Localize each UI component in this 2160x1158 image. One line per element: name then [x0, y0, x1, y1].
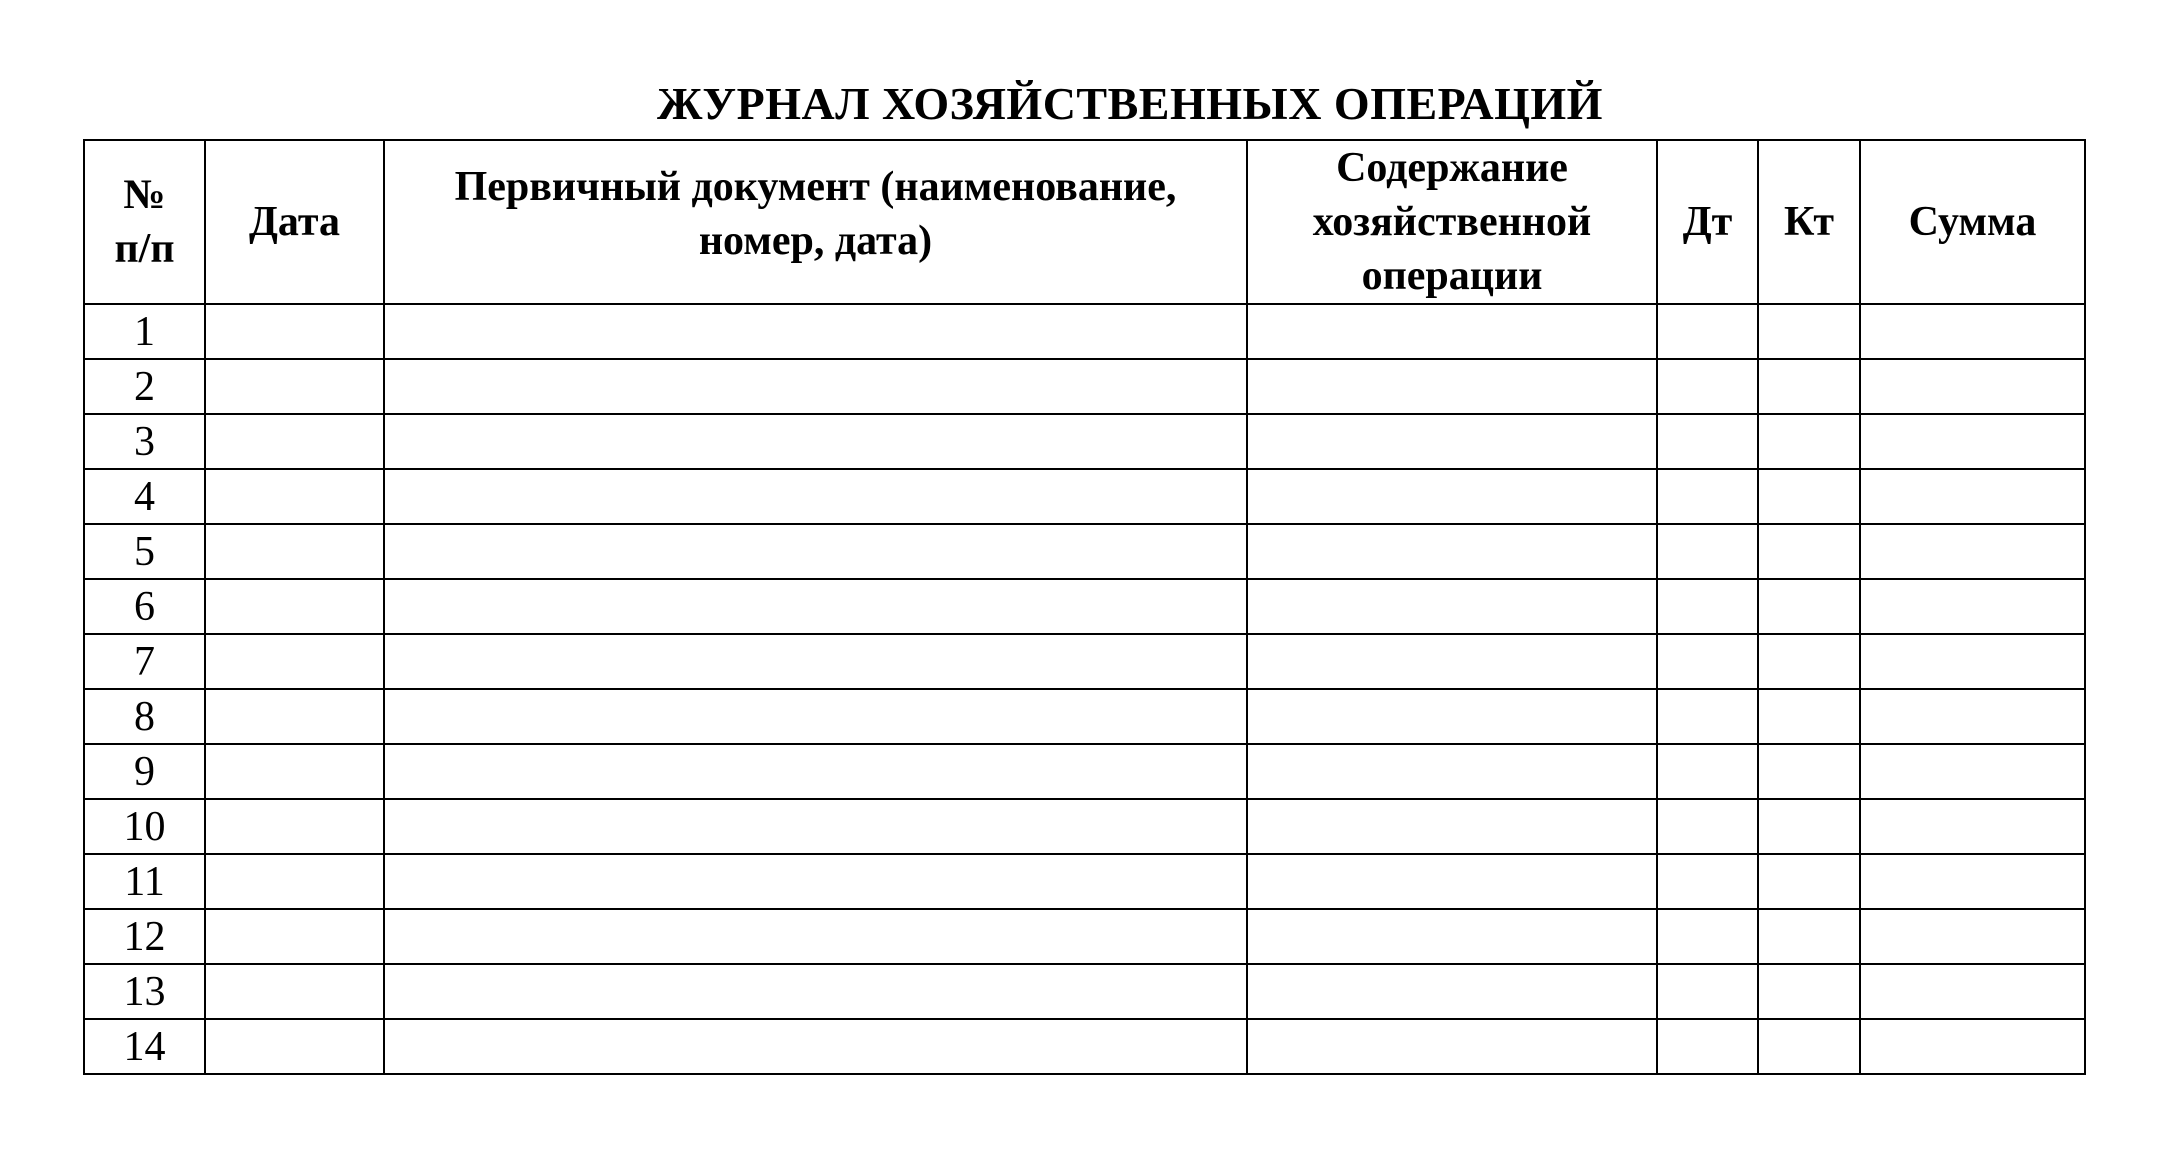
col-header-date: [205, 140, 384, 304]
cell-sum: [1860, 964, 2085, 1019]
col-header-document-line2: номер, дата): [698, 218, 933, 264]
cell-credit: [1758, 469, 1860, 524]
cell-content: [1247, 634, 1657, 689]
col-header-content: [1247, 140, 1657, 304]
table-row: [84, 689, 2085, 744]
cell-content: [1247, 469, 1657, 524]
table-row: [84, 909, 2085, 964]
cell-content: [1247, 579, 1657, 634]
cell-debit: [1657, 414, 1758, 469]
cell-content: [1247, 359, 1657, 414]
col-header-credit-label: Кт: [1783, 199, 1835, 245]
cell-sum: [1860, 854, 2085, 909]
cell-debit: [1657, 304, 1758, 359]
header-row: [84, 140, 2085, 304]
table-row: [84, 744, 2085, 799]
cell-sum: [1860, 524, 2085, 579]
cell-content: [1247, 414, 1657, 469]
cell-debit: [1657, 854, 1758, 909]
cell-document: [384, 854, 1247, 909]
col-header-sum-label: Сумма: [1908, 199, 2037, 245]
cell-sum: [1860, 359, 2085, 414]
table-row: [84, 359, 2085, 414]
cell-number: 2: [84, 359, 205, 414]
cell-sum: [1860, 634, 2085, 689]
cell-document: [384, 414, 1247, 469]
cell-date: [205, 359, 384, 414]
cell-document: [384, 964, 1247, 1019]
cell-debit: [1657, 964, 1758, 1019]
cell-content: [1247, 964, 1657, 1019]
cell-date: [205, 909, 384, 964]
table-row: [84, 414, 2085, 469]
cell-number: 13: [84, 964, 205, 1019]
cell-sum: [1860, 1019, 2085, 1074]
cell-credit: [1758, 524, 1860, 579]
cell-document: [384, 799, 1247, 854]
cell-debit: [1657, 909, 1758, 964]
cell-sum: [1860, 414, 2085, 469]
cell-document: [384, 304, 1247, 359]
cell-content: [1247, 854, 1657, 909]
cell-credit: [1758, 964, 1860, 1019]
cell-credit: [1758, 909, 1860, 964]
cell-sum: [1860, 304, 2085, 359]
table-row: [84, 524, 2085, 579]
cell-credit: [1758, 744, 1860, 799]
cell-document: [384, 689, 1247, 744]
cell-number: 11: [84, 854, 205, 909]
cell-credit: [1758, 304, 1860, 359]
cell-number: 8: [84, 689, 205, 744]
cell-debit: [1657, 744, 1758, 799]
col-header-number-line2: п/п: [114, 226, 175, 272]
journal-table: [83, 139, 2086, 1075]
journal-title: ЖУРНАЛ ХОЗЯЙСТВЕННЫХ ОПЕРАЦИЙ: [657, 78, 1603, 129]
col-header-debit: [1657, 140, 1758, 304]
cell-credit: [1758, 1019, 1860, 1074]
cell-sum: [1860, 469, 2085, 524]
cell-sum: [1860, 744, 2085, 799]
cell-document: [384, 524, 1247, 579]
cell-document: [384, 579, 1247, 634]
cell-debit: [1657, 634, 1758, 689]
cell-date: [205, 469, 384, 524]
col-header-content-line3: операции: [1361, 253, 1543, 299]
col-header-document-line1: Первичный документ (наименование,: [454, 164, 1177, 210]
col-header-credit: [1758, 140, 1860, 304]
cell-number: 12: [84, 909, 205, 964]
col-header-debit-label: Дт: [1682, 199, 1733, 245]
cell-credit: [1758, 854, 1860, 909]
cell-sum: [1860, 579, 2085, 634]
cell-date: [205, 414, 384, 469]
table-row: [84, 1019, 2085, 1074]
col-header-content-line2: хозяйственной: [1312, 199, 1592, 245]
col-header-document: [384, 140, 1247, 304]
cell-date: [205, 744, 384, 799]
cell-date: [205, 304, 384, 359]
cell-number: 9: [84, 744, 205, 799]
cell-credit: [1758, 414, 1860, 469]
cell-document: [384, 744, 1247, 799]
cell-credit: [1758, 799, 1860, 854]
cell-date: [205, 579, 384, 634]
col-header-sum: [1860, 140, 2085, 304]
cell-number: 10: [84, 799, 205, 854]
cell-credit: [1758, 634, 1860, 689]
cell-sum: [1860, 689, 2085, 744]
cell-date: [205, 799, 384, 854]
cell-number: 14: [84, 1019, 205, 1074]
cell-content: [1247, 304, 1657, 359]
cell-debit: [1657, 799, 1758, 854]
table-row: [84, 854, 2085, 909]
cell-content: [1247, 1019, 1657, 1074]
cell-document: [384, 909, 1247, 964]
cell-number: 5: [84, 524, 205, 579]
col-header-number-line1: №: [123, 172, 166, 218]
cell-number: 6: [84, 579, 205, 634]
table-row: [84, 304, 2085, 359]
cell-date: [205, 524, 384, 579]
cell-content: [1247, 689, 1657, 744]
cell-content: [1247, 909, 1657, 964]
cell-debit: [1657, 359, 1758, 414]
col-header-date-label: Дата: [249, 199, 340, 245]
cell-credit: [1758, 359, 1860, 414]
cell-debit: [1657, 469, 1758, 524]
cell-number: 3: [84, 414, 205, 469]
cell-credit: [1758, 689, 1860, 744]
cell-number: 1: [84, 304, 205, 359]
cell-sum: [1860, 909, 2085, 964]
table-row: [84, 469, 2085, 524]
cell-debit: [1657, 1019, 1758, 1074]
col-header-content-line1: Содержание: [1336, 145, 1568, 191]
cell-date: [205, 634, 384, 689]
cell-document: [384, 1019, 1247, 1074]
cell-sum: [1860, 799, 2085, 854]
cell-credit: [1758, 579, 1860, 634]
cell-date: [205, 964, 384, 1019]
cell-number: 7: [84, 634, 205, 689]
cell-debit: [1657, 689, 1758, 744]
cell-document: [384, 634, 1247, 689]
table-row: [84, 799, 2085, 854]
cell-date: [205, 854, 384, 909]
cell-content: [1247, 799, 1657, 854]
cell-debit: [1657, 524, 1758, 579]
cell-number: 4: [84, 469, 205, 524]
cell-date: [205, 1019, 384, 1074]
table-row: [84, 634, 2085, 689]
table-row: [84, 964, 2085, 1019]
col-header-number: [84, 140, 205, 304]
table-row: [84, 579, 2085, 634]
cell-document: [384, 359, 1247, 414]
cell-content: [1247, 744, 1657, 799]
journal-body: [84, 304, 2085, 1074]
cell-content: [1247, 524, 1657, 579]
cell-debit: [1657, 579, 1758, 634]
cell-date: [205, 689, 384, 744]
cell-document: [384, 469, 1247, 524]
